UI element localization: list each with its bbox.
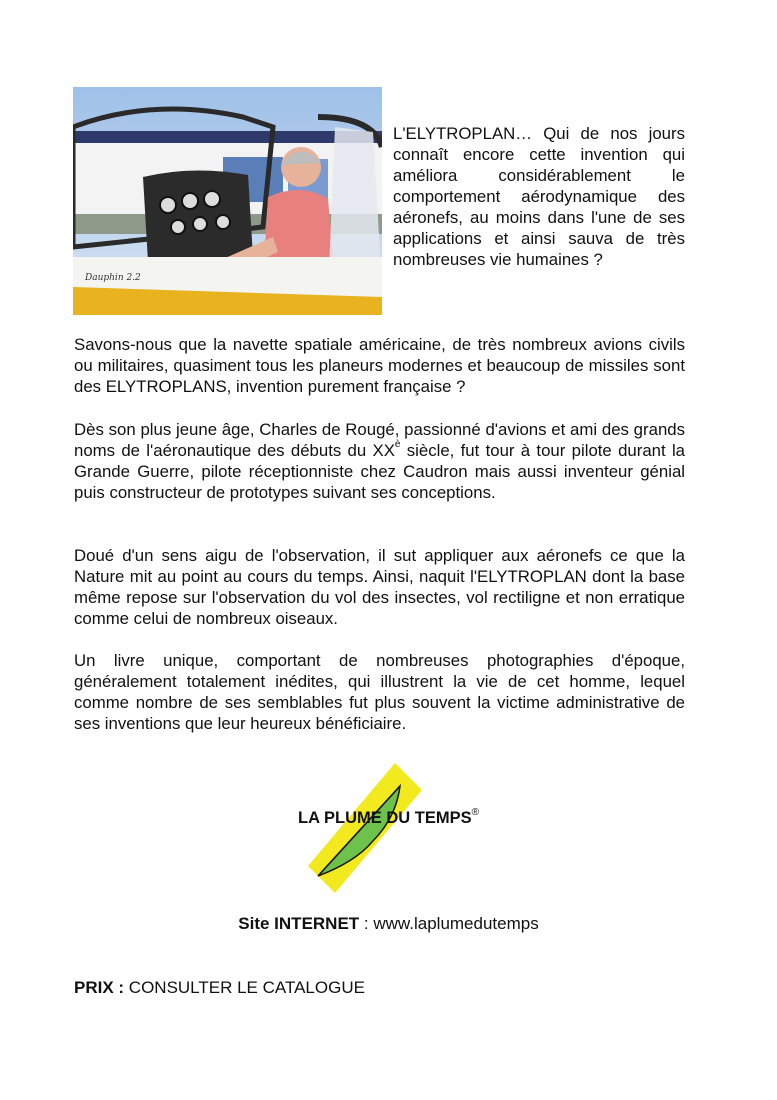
paragraph-4: Un livre unique, comportant de nombreuses photographies d'époque, généralement totalement inédites, qui illustrent la vie de cet homme, lequel comme nombre de ses semblables fut plus souvent la victime administrative de ses inventions que leur heureux bénéficiaire.: [74, 651, 685, 733]
site-url[interactable]: www.laplumedutemps: [373, 914, 539, 933]
price-line: [74, 977, 365, 998]
paragraph-2-part2: siècle, fut tour à tour pilote durant la Grande Guerre, pilote réceptionniste chez Caudron mais aussi inventeur génial puis constructeur de prototypes suivant ses conceptions.: [74, 441, 686, 502]
pilot-in-cockpit-illustration: [73, 87, 382, 315]
website-line: [150, 913, 627, 934]
brand-name-text: LA PLUME DU TEMPS: [298, 809, 472, 827]
century-superscript: è: [394, 439, 401, 451]
price-value: CONSULTER LE CATALOGUE: [124, 978, 365, 997]
registered-mark: ®: [471, 806, 479, 818]
cockpit-photo: [73, 87, 382, 315]
site-separator: :: [359, 914, 374, 933]
paragraph-1: Savons-nous que la navette spatiale américaine, de très nombreux avions civils ou militaires, quasiment tous les planeurs modernes et beaucoup de missiles sont des ELYTROPLANS, invention purement française ?: [74, 335, 685, 396]
paragraph-3: Doué d'un sens aigu de l'observation, il sut appliquer aux aéronefs ce que la Nature mit au point au cours du temps. Ainsi, naquit l'ELYTROPLAN dont la base même repose sur l'observation du vol des insectes, vol rectiligne et non erratique comme celui de nombreux oiseaux.: [74, 546, 685, 628]
brand-name: [200, 808, 577, 829]
intro-paragraph: L'ELYTROPLAN… Qui de nos jours connaît encore cette invention qui améliora considérablement le comportement aérodynamique des aéronefs, au moins dans l'une de ses applications et ainsi sauva de très nombreuses vie humaines ?: [393, 124, 685, 269]
paragraph-2: [74, 419, 685, 503]
price-label: PRIX :: [74, 978, 125, 997]
site-label: Site INTERNET: [238, 914, 360, 933]
paragraph-2-part1: Dès son plus jeune âge, Charles de Rougé, passionné d'avions et ami des grands noms de l'aéronautique des débuts du XX: [74, 420, 685, 460]
fuselage-lettering: Dauphin 2.2: [85, 273, 141, 283]
